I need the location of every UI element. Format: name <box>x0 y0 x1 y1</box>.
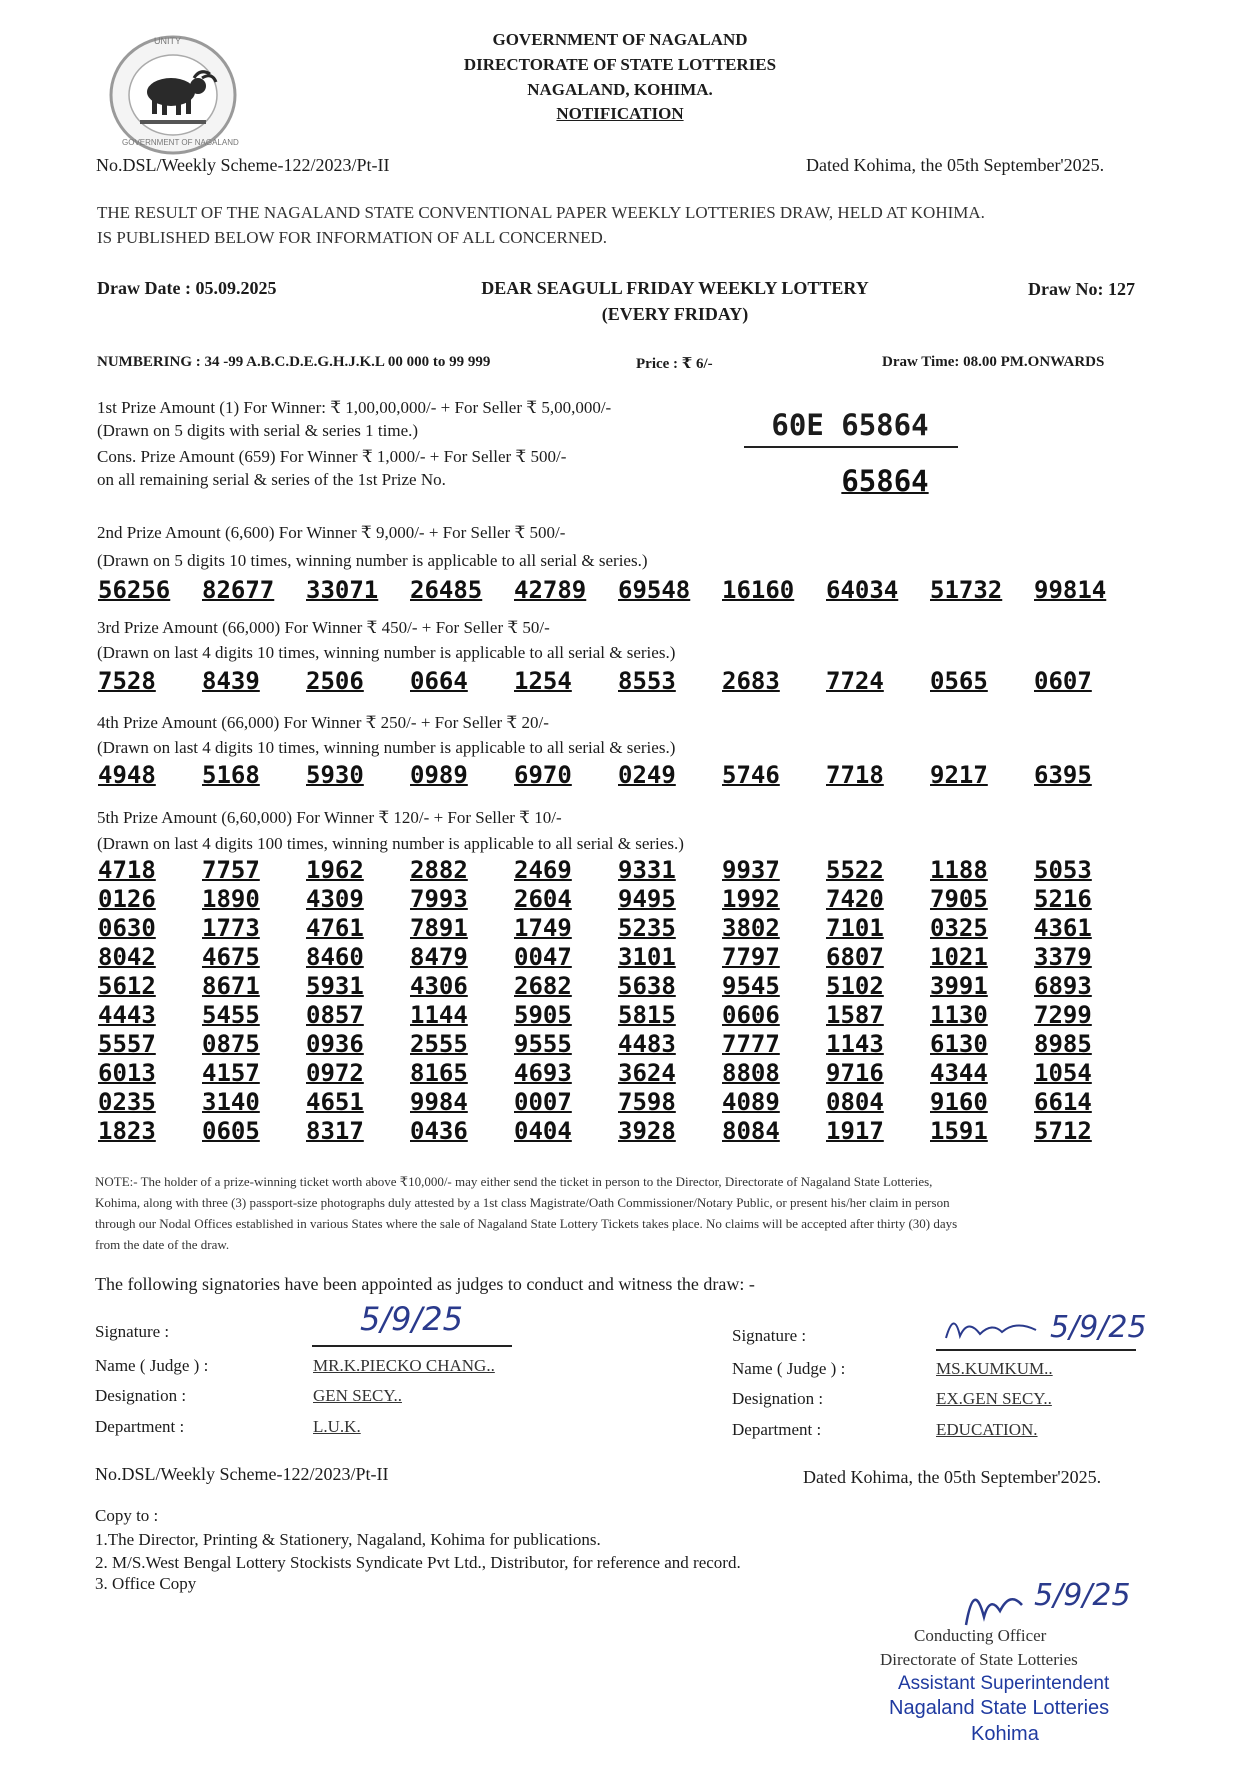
note-line4: from the date of the draw. <box>95 1237 230 1252</box>
prize-number: 6614 <box>1034 1088 1092 1116</box>
prize-number: 9331 <box>618 856 676 884</box>
judge1-department-label: Department : <box>95 1417 185 1436</box>
prize-number: 82677 <box>202 576 275 604</box>
prize-number: 8165 <box>410 1059 468 1087</box>
judge1-signature: 5/9/25 <box>360 1300 463 1338</box>
intro-line1: THE RESULT OF THE NAGALAND STATE CONVENTIONAL PAPER WEEKLY LOTTERIES DRAW, HELD AT KOHIMA. <box>97 203 985 222</box>
prize-number: 3624 <box>618 1059 676 1087</box>
prize-number: 0804 <box>826 1088 884 1116</box>
second-prize-numbers <box>98 576 1138 604</box>
prize-number: 16160 <box>722 576 795 604</box>
footer-ref-number: No.DSL/Weekly Scheme-122/2023/Pt-II <box>95 1464 389 1484</box>
copy-item-1: 1.The Director, Printing & Stationery, Nagaland, Kohima for publications. <box>95 1530 601 1549</box>
prize-number: 4309 <box>306 885 364 913</box>
judge2-designation-label: Designation : <box>732 1389 824 1408</box>
prize-number: 1143 <box>826 1030 884 1058</box>
judge2-designation: EX.GEN SECY.. <box>936 1389 1052 1408</box>
draw-subtitle: (EVERY FRIDAY) <box>601 304 749 324</box>
prize-number: 4675 <box>202 943 260 971</box>
prize-number: 8317 <box>306 1117 364 1145</box>
fifth-prize-line2: (Drawn on last 4 digits 100 times, winning number is applicable to all serial & series.) <box>97 834 684 853</box>
fourth-prize-line1: 4th Prize Amount (66,000) For Winner ₹ 250/- + For Seller ₹ 20/- <box>97 713 549 732</box>
cons-prize-line1: Cons. Prize Amount (659) For Winner ₹ 1,000/- + For Seller ₹ 500/- <box>97 447 567 466</box>
prize-number: 64034 <box>826 576 899 604</box>
prize-number: 5815 <box>618 1001 676 1029</box>
prize-number: 5102 <box>826 972 884 1000</box>
fourth-prize-numbers <box>98 761 1138 789</box>
header-line2: DIRECTORATE OF STATE LOTTERIES <box>463 55 777 74</box>
prize-number: 1917 <box>826 1117 884 1145</box>
prize-number: 0565 <box>930 667 988 695</box>
prize-number: 5712 <box>1034 1117 1092 1145</box>
prize-number: 0605 <box>202 1117 260 1145</box>
prize-number: 56256 <box>98 576 171 604</box>
prize-number: 5053 <box>1034 856 1092 884</box>
prize-number: 7797 <box>722 943 780 971</box>
prize-number: 0606 <box>722 1001 780 1029</box>
prize-number: 9984 <box>410 1088 468 1116</box>
prize-number: 33071 <box>306 576 379 604</box>
prize-number: 9217 <box>930 761 988 789</box>
prize-number: 5612 <box>98 972 156 1000</box>
judge2-signature-scribble <box>940 1308 1050 1348</box>
judge1-signature-label: Signature : <box>95 1322 170 1341</box>
second-prize-line2: (Drawn on 5 digits 10 times, winning number is applicable to all serial & series.) <box>97 551 648 570</box>
prize-number: 0249 <box>618 761 676 789</box>
prize-number: 0325 <box>930 914 988 942</box>
prize-number: 7777 <box>722 1030 780 1058</box>
third-prize-line1: 3rd Prize Amount (66,000) For Winner ₹ 450/- + For Seller ₹ 50/- <box>97 618 550 637</box>
prize-number: 2506 <box>306 667 364 695</box>
stamp-line2: Nagaland State Lotteries <box>889 1697 1110 1719</box>
prize-number: 1254 <box>514 667 572 695</box>
ref-number: No.DSL/Weekly Scheme-122/2023/Pt-II <box>96 155 390 175</box>
prize-number: 8084 <box>722 1117 780 1145</box>
prize-number: 4948 <box>98 761 156 789</box>
prize-number: 6395 <box>1034 761 1092 789</box>
prize-number: 8985 <box>1034 1030 1092 1058</box>
prize-number: 6130 <box>930 1030 988 1058</box>
prize-number: 1021 <box>930 943 988 971</box>
prize-number: 7101 <box>826 914 884 942</box>
prize-number: 3379 <box>1034 943 1092 971</box>
judge2-signature-line <box>936 1349 1136 1351</box>
judge2-name-label: Name ( Judge ) : <box>732 1359 846 1378</box>
prize-number: 0404 <box>514 1117 572 1145</box>
prize-number: 7905 <box>930 885 988 913</box>
prize-number: 1144 <box>410 1001 468 1029</box>
stamp-line1: Assistant Superintendent <box>898 1673 1110 1694</box>
prize-number: 2683 <box>722 667 780 695</box>
prize-number: 4693 <box>514 1059 572 1087</box>
prize-number: 4718 <box>98 856 156 884</box>
prize-number: 2604 <box>514 885 572 913</box>
officer-signature: 5/9/25 <box>1034 1578 1131 1613</box>
first-prize-line1: 1st Prize Amount (1) For Winner: ₹ 1,00,00,000/- + For Seller ₹ 5,00,000/- <box>97 398 612 417</box>
first-prize-underline <box>744 446 958 448</box>
third-prize-line2: (Drawn on last 4 digits 10 times, winning number is applicable to all serial & series.) <box>97 643 676 662</box>
prize-number: 5557 <box>98 1030 156 1058</box>
prize-number: 2469 <box>514 856 572 884</box>
prize-number: 3101 <box>618 943 676 971</box>
prize-number: 9160 <box>930 1088 988 1116</box>
footer-dated: Dated Kohima, the 05th September'2025. <box>803 1467 1102 1487</box>
prize-number: 0875 <box>202 1030 260 1058</box>
prize-number: 4361 <box>1034 914 1092 942</box>
prize-number: 6970 <box>514 761 572 789</box>
prize-number: 8671 <box>202 972 260 1000</box>
judge2-name: MS.KUMKUM.. <box>936 1359 1053 1378</box>
prize-number: 1591 <box>930 1117 988 1145</box>
prize-number: 1587 <box>826 1001 884 1029</box>
fourth-prize-line2: (Drawn on last 4 digits 10 times, winning number is applicable to all serial & series.) <box>97 738 676 757</box>
prize-number: 2555 <box>410 1030 468 1058</box>
judge1-department: L.U.K. <box>313 1417 361 1436</box>
prize-number: 7598 <box>618 1088 676 1116</box>
header-notification: NOTIFICATION <box>556 104 684 123</box>
prize-number: 6807 <box>826 943 884 971</box>
note-line1: NOTE:- The holder of a prize-winning ticket worth above ₹10,000/- may either send the ticket in person to the Director, Directorate of Nagaland State Lotteries, <box>95 1174 933 1189</box>
prize-number: 7528 <box>98 667 156 695</box>
prize-number: 69548 <box>618 576 691 604</box>
first-prize-winning-number: 60E 65864 <box>771 408 929 442</box>
prize-number: 5455 <box>202 1001 260 1029</box>
prize-number: 7299 <box>1034 1001 1092 1029</box>
judge2-signature: 5/9/25 <box>1050 1310 1147 1345</box>
judge1-name-label: Name ( Judge ) : <box>95 1356 209 1375</box>
prize-number: 8808 <box>722 1059 780 1087</box>
prize-number: 5522 <box>826 856 884 884</box>
third-prize-numbers <box>98 667 1138 695</box>
prize-number: 5746 <box>722 761 780 789</box>
header-line1: GOVERNMENT OF NAGALAND <box>492 30 748 49</box>
prize-number: 26485 <box>410 576 483 604</box>
prize-number: 9495 <box>618 885 676 913</box>
draw-title: DEAR SEAGULL FRIDAY WEEKLY LOTTERY <box>481 278 869 298</box>
prize-number: 4157 <box>202 1059 260 1087</box>
prize-number: 3802 <box>722 914 780 942</box>
prize-number: 9555 <box>514 1030 572 1058</box>
prize-number: 5931 <box>306 972 364 1000</box>
prize-number: 2882 <box>410 856 468 884</box>
prize-number: 8439 <box>202 667 260 695</box>
judge2-department-label: Department : <box>732 1420 822 1439</box>
judge2-department: EDUCATION. <box>936 1420 1038 1439</box>
prize-number: 0857 <box>306 1001 364 1029</box>
prize-number: 4761 <box>306 914 364 942</box>
cons-prize-winning-number: 65864 <box>841 464 929 498</box>
prize-number: 4483 <box>618 1030 676 1058</box>
judge1-signature-line <box>312 1345 512 1347</box>
judge2-signature-label: Signature : <box>732 1326 807 1345</box>
numbering: NUMBERING : 34 -99 A.B.C.D.E.G.H.J.K.L 00 000 to 99 999 <box>97 354 491 370</box>
cons-prize-line2: on all remaining serial & series of the 1st Prize No. <box>97 470 446 489</box>
prize-number: 4651 <box>306 1088 364 1116</box>
prize-number: 1188 <box>930 856 988 884</box>
prize-number: 1054 <box>1034 1059 1092 1087</box>
prize-number: 51732 <box>930 576 1003 604</box>
prize-number: 9937 <box>722 856 780 884</box>
judge1-name: MR.K.PIECKO CHANG.. <box>313 1356 495 1375</box>
judge1-designation: GEN SECY.. <box>313 1386 402 1405</box>
price: Price : ₹ 6/- <box>636 356 713 372</box>
prize-number: 6893 <box>1034 972 1092 1000</box>
prize-number: 4344 <box>930 1059 988 1087</box>
note-line3: through our Nodal Offices established in various States where the sale of Nagaland State Lottery Tickets takes place. No claims will be accepted after thirty (30) days <box>95 1216 958 1231</box>
officer-line1: Conducting Officer <box>914 1626 1047 1645</box>
seal-text-bottom: GOVERNMENT OF NAGALAND <box>122 138 239 147</box>
prize-number: 4306 <box>410 972 468 1000</box>
prize-number: 0936 <box>306 1030 364 1058</box>
prize-number: 0972 <box>306 1059 364 1087</box>
prize-number: 5235 <box>618 914 676 942</box>
stamp-line3: Kohima <box>971 1723 1039 1745</box>
prize-number: 0607 <box>1034 667 1092 695</box>
prize-number: 4089 <box>722 1088 780 1116</box>
prize-number: 4443 <box>98 1001 156 1029</box>
prize-number: 8553 <box>618 667 676 695</box>
seal-text-top: UNITY <box>154 36 181 46</box>
prize-number: 5168 <box>202 761 260 789</box>
prize-number: 5905 <box>514 1001 572 1029</box>
prize-number: 7724 <box>826 667 884 695</box>
prize-number: 7993 <box>410 885 468 913</box>
draw-time: Draw Time: 08.00 PM.ONWARDS <box>882 354 1105 370</box>
prize-number: 0235 <box>98 1088 156 1116</box>
prize-number: 8479 <box>410 943 468 971</box>
prize-number: 1749 <box>514 914 572 942</box>
draw-number: Draw No: 127 <box>1028 279 1135 299</box>
fifth-prize-line1: 5th Prize Amount (6,60,000) For Winner ₹ 120/- + For Seller ₹ 10/- <box>97 808 562 827</box>
prize-number: 5638 <box>618 972 676 1000</box>
prize-number: 0007 <box>514 1088 572 1116</box>
copy-item-2: 2. M/S.West Bengal Lottery Stockists Syndicate Pvt Ltd., Distributor, for reference and record. <box>95 1553 741 1572</box>
prize-number: 0047 <box>514 943 572 971</box>
prize-number: 5216 <box>1034 885 1092 913</box>
prize-number: 5930 <box>306 761 364 789</box>
draw-date: Draw Date : 05.09.2025 <box>97 278 277 298</box>
prize-number: 0630 <box>98 914 156 942</box>
prize-number: 0664 <box>410 667 468 695</box>
first-prize-line2: (Drawn on 5 digits with serial & series 1 time.) <box>97 421 419 440</box>
prize-number: 0436 <box>410 1117 468 1145</box>
prize-number: 8460 <box>306 943 364 971</box>
copy-item-3: 3. Office Copy <box>95 1574 197 1593</box>
prize-number: 3140 <box>202 1088 260 1116</box>
prize-number: 8042 <box>98 943 156 971</box>
prize-number: 0989 <box>410 761 468 789</box>
prize-number: 3928 <box>618 1117 676 1145</box>
second-prize-line1: 2nd Prize Amount (6,600) For Winner ₹ 9,000/- + For Seller ₹ 500/- <box>97 523 566 542</box>
prize-number: 7891 <box>410 914 468 942</box>
prize-number: 1823 <box>98 1117 156 1145</box>
prize-number: 3991 <box>930 972 988 1000</box>
dated: Dated Kohima, the 05th September'2025. <box>806 155 1105 175</box>
intro-line2: IS PUBLISHED BELOW FOR INFORMATION OF ALL CONCERNED. <box>97 228 608 247</box>
prize-number: 1890 <box>202 885 260 913</box>
prize-number: 7420 <box>826 885 884 913</box>
officer-line2: Directorate of State Lotteries <box>880 1650 1078 1669</box>
prize-number: 9716 <box>826 1059 884 1087</box>
note-line2: Kohima, along with three (3) passport-size photographs duly attested by a 1st class Magistrate/Oath Commissioner/Notary Public, or present his/her claim in person <box>95 1195 950 1210</box>
prize-number: 0126 <box>98 885 156 913</box>
prize-number: 42789 <box>514 576 587 604</box>
prize-number: 1962 <box>306 856 364 884</box>
prize-number: 1992 <box>722 885 780 913</box>
copy-to: Copy to : <box>95 1506 159 1525</box>
prize-number: 7718 <box>826 761 884 789</box>
prize-number: 7757 <box>202 856 260 884</box>
prize-number: 99814 <box>1034 576 1107 604</box>
judge1-designation-label: Designation : <box>95 1386 187 1405</box>
header-line3: NAGALAND, KOHIMA. <box>527 80 713 99</box>
judges-intro: The following signatories have been appointed as judges to conduct and witness the draw: - <box>95 1274 755 1294</box>
prize-number: 6013 <box>98 1059 156 1087</box>
prize-number: 9545 <box>722 972 780 1000</box>
prize-number: 1130 <box>930 1001 988 1029</box>
prize-number: 1773 <box>202 914 260 942</box>
prize-number: 2682 <box>514 972 572 1000</box>
fifth-prize-numbers <box>98 856 1138 1146</box>
